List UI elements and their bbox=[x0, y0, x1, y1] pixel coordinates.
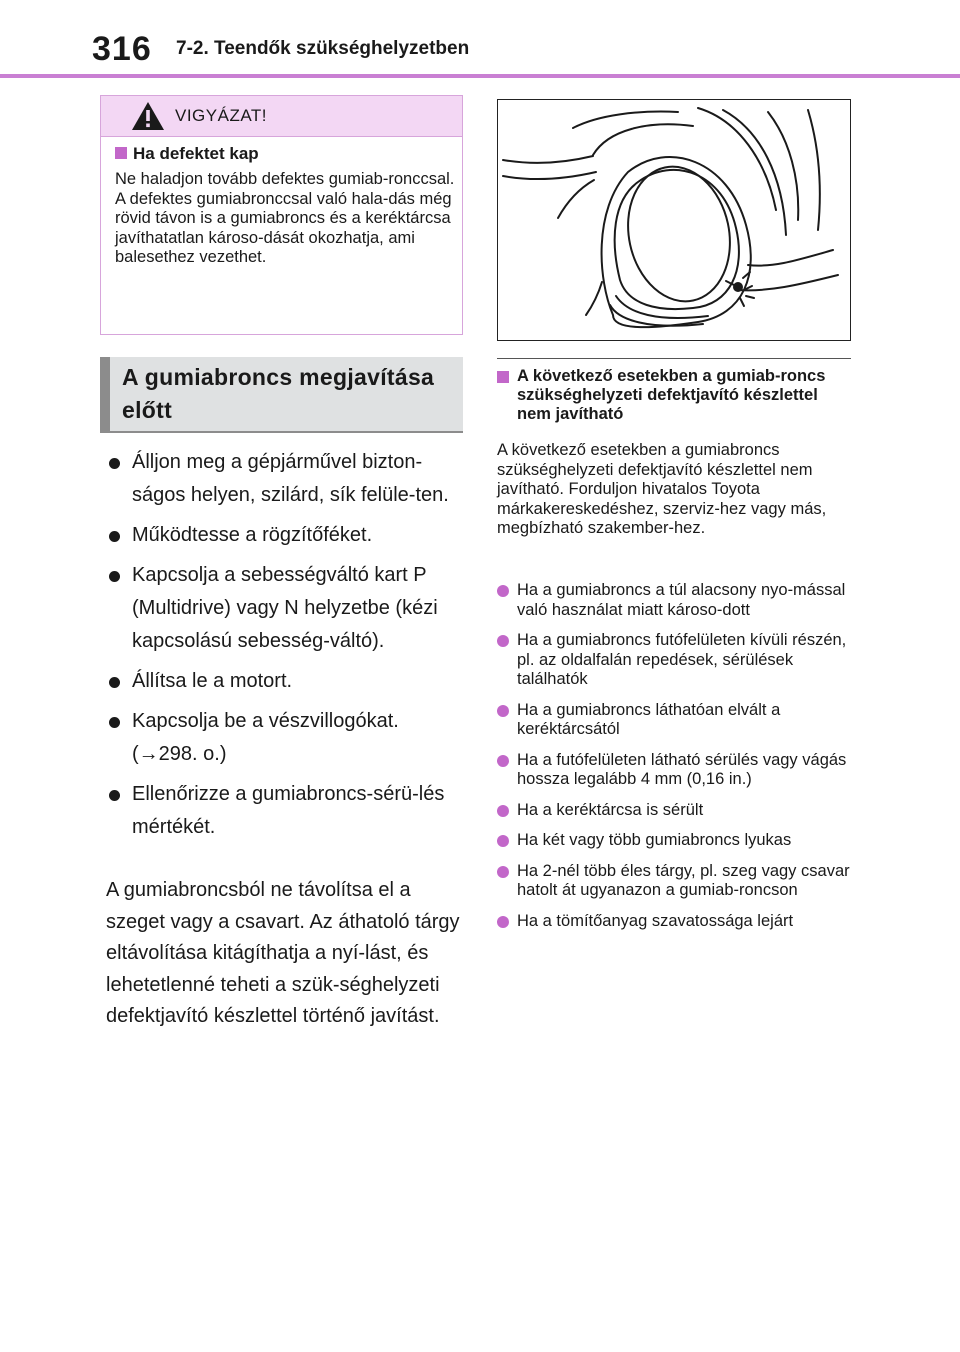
repair-limitations-heading: A következő esetekben a gumiab-roncs szükséghelyzeti defektjavító készlettel nem javítható bbox=[497, 367, 847, 424]
warning-triangle-icon bbox=[131, 101, 165, 131]
bullet-icon bbox=[497, 585, 509, 597]
bullet-icon bbox=[497, 866, 509, 878]
nail-removal-note: A gumiabroncsból ne távolítsa el a szeget vagy a csavart. Az áthatoló tárgy eltávolítása kitágíthatja a nyí-lást, és lehetetlenné teheti a szük-séghelyzeti defektjavító készlettel történő javítást. bbox=[106, 879, 460, 1027]
flat-tire-with-nail-illustration-icon bbox=[498, 100, 850, 340]
warning-text: Ne haladjon tovább defektes gumiab-ronccsal. A defektes gumiabronccsal való hala-dás még rövid távon is a gumiabroncs és a keréktárcsa javíthatatlan károso-dását okozhatja, ami balesethez vezethet. bbox=[115, 170, 455, 266]
bullet-icon bbox=[497, 835, 509, 847]
warning-subheading: Ha defektet kap bbox=[115, 144, 259, 164]
bullet-icon bbox=[497, 705, 509, 717]
bullet-icon bbox=[109, 717, 120, 728]
warning-title: VIGYÁZAT! bbox=[175, 106, 268, 125]
list-item: Ha a futófelületen látható sérülés vagy vágás hossza legalább 4 mm (0,16 in.) bbox=[497, 751, 852, 790]
section-accent-bar bbox=[100, 357, 110, 431]
bullet-icon bbox=[497, 916, 509, 928]
illustration-divider bbox=[497, 358, 851, 359]
list-item: Kapcsolja be a vészvillogókat. (→298. o.) bbox=[106, 705, 466, 771]
list-item: Működtesse a rögzítőféket. bbox=[106, 519, 466, 552]
list-item: Ha a gumiabroncs futófelületen kívüli részén, pl. az oldalfalán repedések, sérülések találhatók bbox=[497, 631, 852, 690]
warning-header bbox=[101, 96, 462, 137]
square-bullet-icon bbox=[115, 147, 127, 159]
list-item: Ha a gumiabroncs a túl alacsony nyo-mással való használat miatt károso-dott bbox=[497, 581, 852, 620]
warning-box bbox=[100, 95, 463, 335]
bullet-icon bbox=[497, 805, 509, 817]
list-item: Ha a tömítőanyag szavatossága lejárt bbox=[497, 912, 852, 932]
list-item: Álljon meg a gépjárművel bizton-ságos helyen, szilárd, sík felüle-ten. bbox=[106, 446, 466, 512]
bullet-icon bbox=[109, 531, 120, 542]
section-title: A gumiabroncs megjavítása előtt bbox=[122, 364, 435, 423]
list-item: Ellenőrizze a gumiabroncs-sérü-lés mértékét. bbox=[106, 778, 466, 844]
list-item: Állítsa le a motort. bbox=[106, 665, 466, 698]
repair-limitations-list bbox=[497, 581, 852, 942]
bullet-icon bbox=[109, 790, 120, 801]
bullet-icon bbox=[109, 458, 120, 469]
list-item: Ha a gumiabroncs láthatóan elvált a keréktárcsától bbox=[497, 701, 852, 740]
list-item: Ha a keréktárcsa is sérült bbox=[497, 801, 852, 821]
header-divider bbox=[0, 74, 960, 78]
preparation-steps-list bbox=[106, 446, 466, 851]
chapter-title: 7-2. Teendők szükséghelyzetben bbox=[176, 38, 470, 59]
section-banner bbox=[100, 357, 463, 433]
illustration-frame bbox=[497, 99, 851, 341]
repair-limitations-paragraph: A következő esetekben a gumiabroncs szükséghelyzeti defektjavító készlettel nem javítható. Forduljon hivatalos Toyota márkakereskedéshez, szerviz-hez vagy más, megbízható szakember-hez. bbox=[497, 441, 827, 537]
square-bullet-icon bbox=[497, 371, 509, 383]
bullet-icon bbox=[497, 755, 509, 767]
list-item: Ha két vagy több gumiabroncs lyukas bbox=[497, 831, 852, 851]
page-number: 316 bbox=[92, 30, 152, 68]
bullet-icon bbox=[109, 677, 120, 688]
list-item: Kapcsolja a sebességváltó kart P (Multidrive) vagy N helyzetbe (kézi kapcsolású sebesség-váltó). bbox=[106, 559, 466, 658]
list-item: Ha 2-nél több éles tárgy, pl. szeg vagy csavar hatolt át ugyanazon a gumiab-roncson bbox=[497, 862, 852, 901]
bullet-icon bbox=[109, 571, 120, 582]
bullet-icon bbox=[497, 635, 509, 647]
